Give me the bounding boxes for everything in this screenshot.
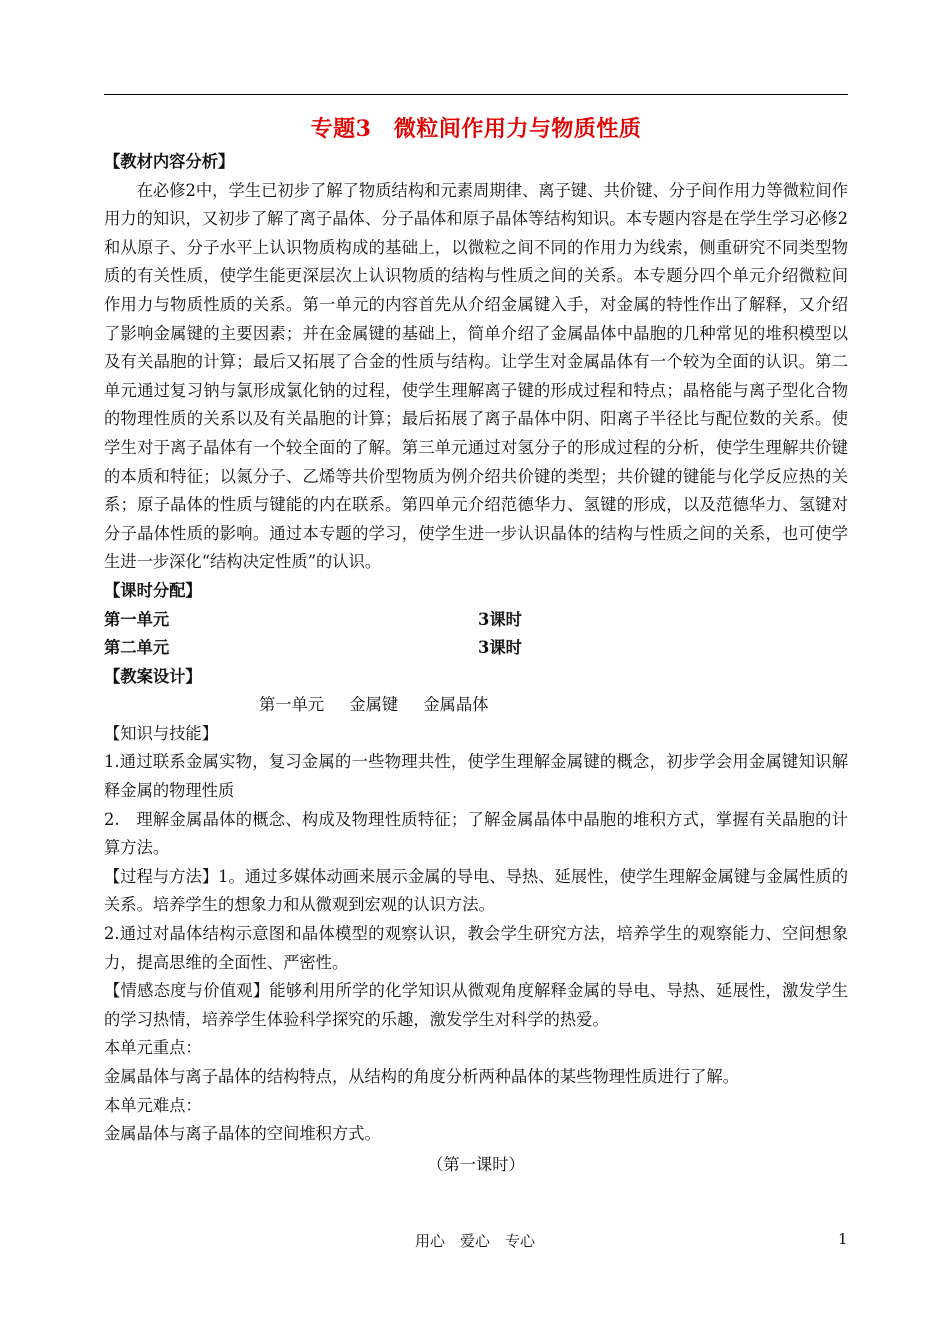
knowledge-item-1: 1.通过联系金属实物，复习金属的一些物理共性，使学生理解金属键的概念，初步学会用金属键知识解释金属的物理性质 xyxy=(104,752,848,801)
unit-title-part: 金属晶体 xyxy=(423,695,489,715)
emotion-item: 能够利用所学的化学知识从微观角度解释金属的导电、导热、延展性，激发学生的学习热情，培养学生体验科学探究的乐趣，激发学生对科学的热爱。 xyxy=(104,981,848,1029)
heading-schedule: 【课时分配】 xyxy=(104,580,202,600)
schedule-hours: 3课时 xyxy=(478,638,522,658)
header-rule xyxy=(104,94,848,95)
key-points-label: 本单元重点： xyxy=(104,1038,202,1058)
page-number: 1 xyxy=(838,1230,848,1248)
heading-emotion-values: 【情感态度与价值观】 xyxy=(104,981,270,1001)
schedule-unit: 第二单元 xyxy=(104,638,170,658)
content-analysis-paragraph: 在必修2中，学生已初步了解了物质结构和元素周期律、离子键、共价键、分子间作用力等微粒间作用力的知识，又初步了解了离子晶体、分子晶体和原子晶体等结构知识。本专题内容是在学生学习必修2和从原子、分子水平上认识物质构成的基础上，以微粒之间不同的作用力为线索，侧重研究不同类型物质的有关性质，使学生能更深层次上认识物质的结构与性质之间的关系。本专题分四个单元介绍微粒间作用力与物质性质的关系。第一单元的内容首先从介绍金属键入手，对金属的特性作出了解释，又介绍了影响金属键的主要因素；并在金属键的基础上，简单介绍了金属晶体中晶胞的几种常见的堆积模型以及有关晶胞的计算；最后又拓展了合金的性质与结构。让学生对金属晶体有一个较为全面的认识。第二单元通过复习钠与氯形成氯化钠的过程，使学生理解离子键的形成过程和特点；晶格能与离子型化合物的物理性质的关系以及有关晶胞的计算；最后拓展了离子晶体中阴、阳离子半径比与配位数的关系。使学生对于离子晶体有一个较全面的了解。第三单元通过对氢分子的形成过程的分析，使学生理解共价键的本质和特征；以氮分子、乙烯等共价型物质为例介绍共价键的类型；共价键的键能与化学反应热的关系；原子晶体的性质与键能的内在联系。第四单元介绍范德华力、氢键的形成，以及范德华力、氢键对分子晶体性质的影响。通过本专题的学习，使学生进一步认识晶体的结构与性质之间的关系，也可使学生进一步深化“结构决定性质”的认识。 xyxy=(104,180,848,572)
process-item-2: 2.通过对晶体结构示意图和晶体模型的观察认识，教会学生研究方法，培养学生的观察能力、空间想象力，提高思维的全面性、严密性。 xyxy=(104,924,848,972)
heading-content-analysis: 【教材内容分析】 xyxy=(104,152,235,171)
schedule-row xyxy=(104,606,848,635)
process-method-block xyxy=(104,863,848,920)
schedule-hours: 3课时 xyxy=(478,609,522,629)
lesson-label: （第一课时） xyxy=(427,1154,525,1174)
unit-title-part: 第一单元 xyxy=(259,695,325,715)
heading-lesson-design: 【教案设计】 xyxy=(104,666,202,686)
page-title: 专题3 微粒间作用力与物质性质 xyxy=(310,116,642,142)
heading-knowledge-skills: 【知识与技能】 xyxy=(104,723,218,743)
footer-motto: 用心 爱心 专心 xyxy=(414,1232,535,1250)
heading-process-method: 【过程与方法】 xyxy=(104,866,219,886)
key-points-text: 金属晶体与离子晶体的结构特点，从结构的角度分析两种晶体的某些物理性质进行了解。 xyxy=(104,1067,739,1086)
emotion-block xyxy=(104,977,848,1034)
knowledge-item-2: 2. 理解金属晶体的概念、构成及物理性质特征；了解金属晶体中晶胞的堆积方式，掌握有关晶胞的计算方法。 xyxy=(104,809,848,858)
unit-title-part: 金属键 xyxy=(349,695,399,715)
process-item-1: 1。通过多媒体动画来展示金属的导电、导热、延展性，使学生理解金属键与金属性质的关系。培养学生的想象力和从微观到宏观的认识方法。 xyxy=(104,866,848,915)
schedule-row xyxy=(104,634,848,663)
schedule-unit: 第一单元 xyxy=(104,609,170,629)
difficulties-label: 本单元难点： xyxy=(104,1095,202,1115)
difficulties-text: 金属晶体与离子晶体的空间堆积方式。 xyxy=(104,1124,381,1144)
document-body xyxy=(104,112,848,1179)
unit-title xyxy=(104,691,848,720)
